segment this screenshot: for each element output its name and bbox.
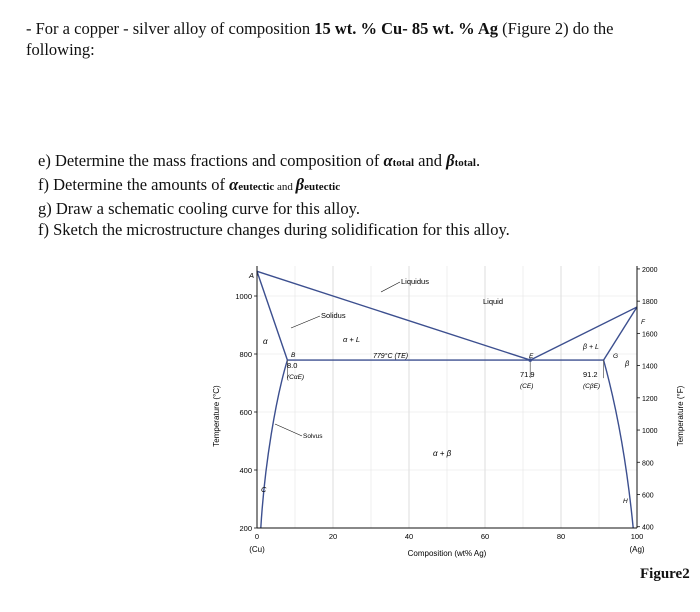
x-left-end-label: (Cu) xyxy=(249,545,265,554)
liquidus-line-left xyxy=(257,271,530,360)
y-tick-label-f: 600 xyxy=(642,492,654,500)
c-alpha-e-symbol: (CαE) xyxy=(287,374,305,381)
solvus-leader xyxy=(275,424,302,436)
y-tick-label-f: 2000 xyxy=(642,266,658,274)
y-tick-label-f: 1400 xyxy=(642,363,658,371)
c-beta-e-value: 91.2 xyxy=(583,370,598,379)
problem-intro xyxy=(26,18,686,60)
y-tick-label-c: 1000 xyxy=(235,292,252,301)
ce-value: 71.9 xyxy=(520,370,535,379)
x-right-end-label: (Ag) xyxy=(629,545,645,554)
beta-symbol: β xyxy=(295,175,305,194)
axis-ticks xyxy=(235,267,657,541)
task-e-text: e) Determine the mass fractions and composition of xyxy=(38,151,384,170)
point-c-label: C xyxy=(261,485,267,494)
y-tick-label-c: 800 xyxy=(239,350,252,359)
task-f1 xyxy=(38,174,678,198)
y-tick-label-f: 1800 xyxy=(642,299,658,307)
c-alpha-e-value: 8.0 xyxy=(287,361,298,370)
point-e-label: E xyxy=(529,353,534,360)
y-tick-label-c: 200 xyxy=(239,524,252,533)
figure-caption: Figure2 xyxy=(640,566,690,582)
x-tick-label: 20 xyxy=(328,532,338,541)
y-tick-label-f: 1600 xyxy=(642,331,658,339)
solidus-line-left xyxy=(257,271,287,360)
point-a-label: A xyxy=(249,271,255,280)
phase-diagram xyxy=(195,248,695,568)
intro-text-end: (Figure 2) do the following: xyxy=(26,19,614,59)
point-g-label: G xyxy=(613,353,619,360)
task-e xyxy=(38,150,678,174)
beta-subscript: eutectic xyxy=(304,181,341,193)
task-f1-and: and xyxy=(274,181,296,193)
c-beta-e-symbol: (CβE) xyxy=(583,383,601,390)
task-e-and: and xyxy=(414,151,447,170)
x-tick-label: 0 xyxy=(254,532,260,541)
task-f2-text: f) Sketch the microstructure changes during solidification for this alloy. xyxy=(38,220,510,239)
y-tick-label-c: 400 xyxy=(239,466,252,475)
alpha-region-label: α xyxy=(263,337,268,346)
y-tick-label-c: 600 xyxy=(239,408,252,417)
x-tick-label: 80 xyxy=(556,532,566,541)
liquidus-leader xyxy=(381,282,400,292)
task-f2 xyxy=(38,219,678,240)
solvus-line-left xyxy=(261,360,288,528)
solidus-leader xyxy=(291,316,320,328)
intro-text-start: - For a copper - silver alloy of composition xyxy=(26,19,315,38)
solidus-label: Solidus xyxy=(321,311,346,320)
x-axis-label: Composition (wt% Ag) xyxy=(407,549,487,558)
y-tick-label-f: 1000 xyxy=(642,428,658,436)
alpha-subscript: eutectic xyxy=(238,181,275,193)
alloy-composition: 15 wt. % Cu- 85 wt. % Ag xyxy=(314,19,499,38)
point-f-label: F xyxy=(641,319,645,326)
point-b-label: B xyxy=(291,352,296,359)
eutectic-temperature-label: 779°C (TE) xyxy=(373,353,409,360)
beta-region-label: β xyxy=(625,359,630,368)
task-f1-text: f) Determine the amounts of xyxy=(38,175,230,194)
solvus-line-right xyxy=(604,360,634,528)
liquidus-label: Liquidus xyxy=(401,277,429,286)
alpha-symbol: α xyxy=(229,175,239,194)
y-tick-label-f: 1200 xyxy=(642,395,658,403)
x-tick-label: 60 xyxy=(480,532,490,541)
x-tick-label: 100 xyxy=(630,532,644,541)
task-g-text: g) Draw a schematic cooling curve for this alloy. xyxy=(38,199,360,218)
task-g xyxy=(38,198,678,219)
task-e-tail: . xyxy=(475,151,481,170)
task-list xyxy=(38,150,678,240)
y-axis-label-fahrenheit: Temperature (°F) xyxy=(676,385,685,447)
beta-symbol: β xyxy=(446,151,455,170)
solvus-label: Solvus xyxy=(303,433,323,440)
y-axis-label-celsius: Temperature (°C) xyxy=(212,385,221,447)
beta-liquid-region-label: β + L xyxy=(583,344,599,351)
ce-symbol: (CE) xyxy=(520,383,534,390)
diagram-grid xyxy=(257,266,637,528)
alpha-liquid-region-label: α + L xyxy=(343,335,360,344)
y-tick-label-f: 400 xyxy=(642,524,654,532)
x-tick-label: 40 xyxy=(404,532,414,541)
alpha-symbol: α xyxy=(383,151,393,170)
beta-subscript: total xyxy=(454,157,476,169)
y-tick-label-f: 800 xyxy=(642,460,654,468)
point-h-label: H xyxy=(623,498,628,505)
alpha-subscript: total xyxy=(392,157,415,169)
alpha-beta-region-label: α + β xyxy=(433,449,452,458)
liquid-label: Liquid xyxy=(483,297,504,306)
